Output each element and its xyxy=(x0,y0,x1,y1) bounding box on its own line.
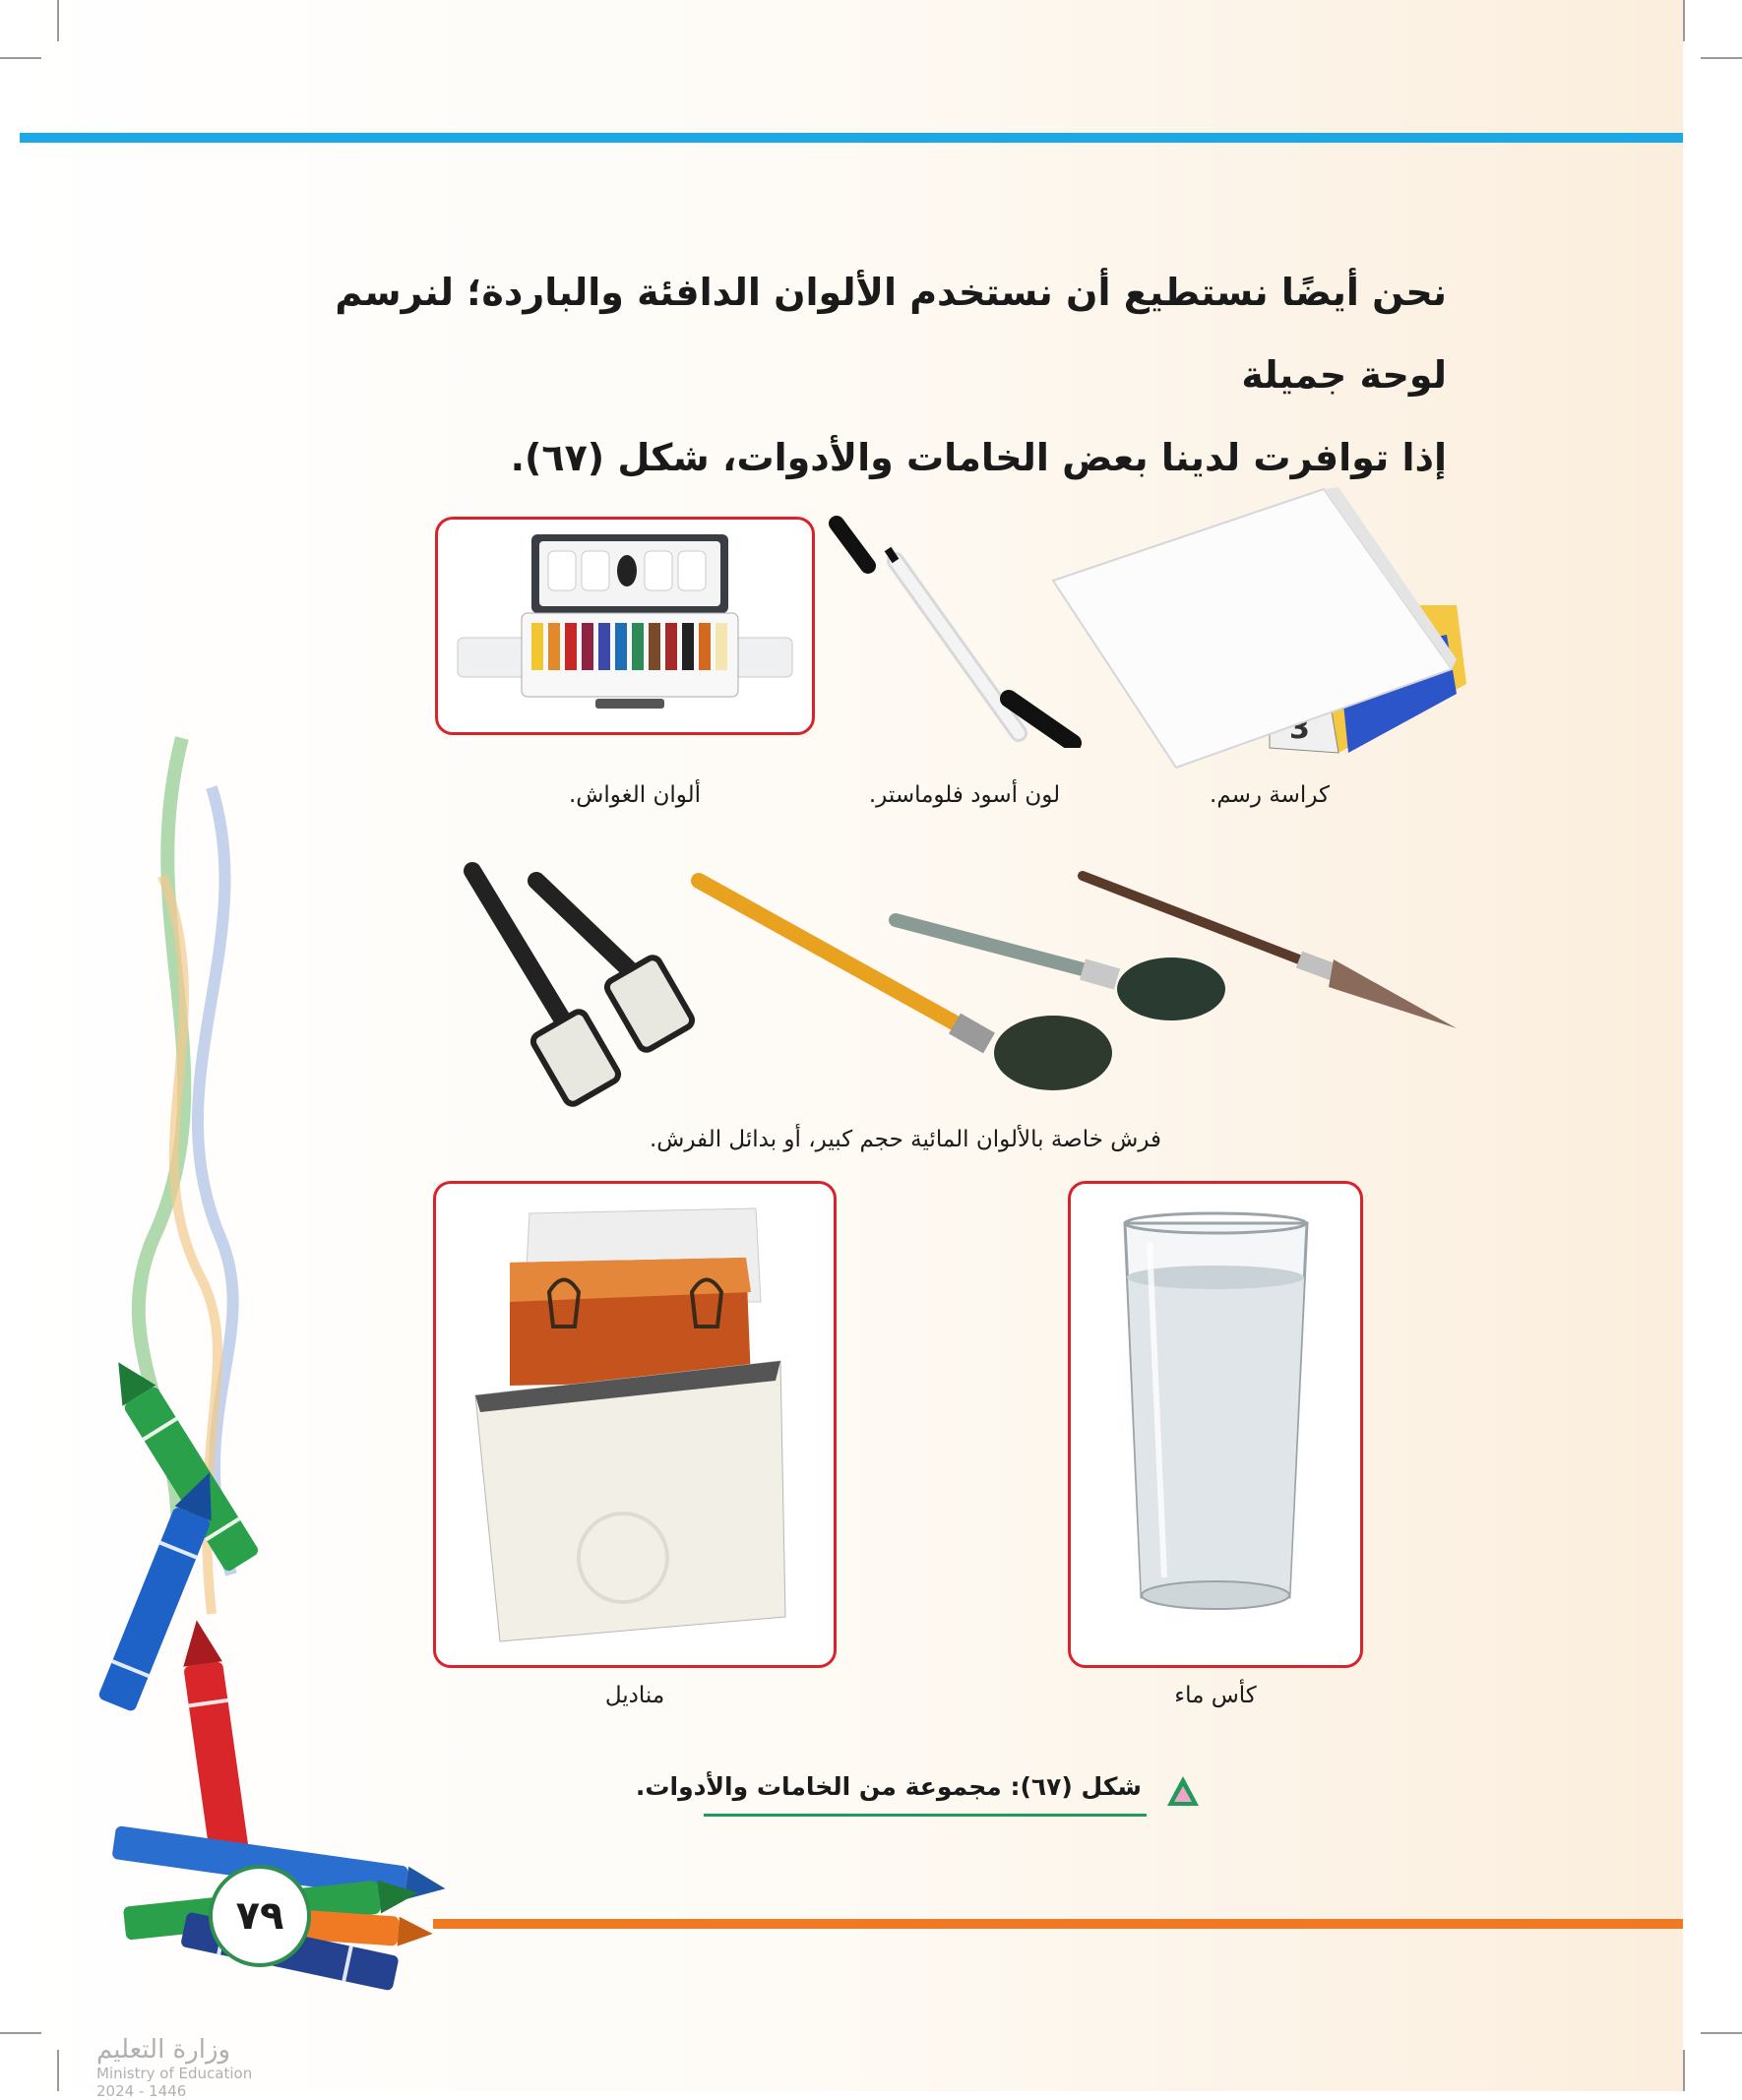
intro-paragraph xyxy=(305,251,1447,499)
page-number: ٧٩ xyxy=(209,1865,311,1967)
svg-text:3: 3 xyxy=(1289,711,1310,746)
crop-mark xyxy=(1683,0,1685,41)
crop-mark xyxy=(57,2050,59,2091)
intro-line-2: إذا توافرت لدينا بعض الخامات والأدوات، شكل (٦٧). xyxy=(510,436,1447,479)
edition-year: 2024 - 1446 xyxy=(96,2082,187,2100)
watercolor-set-frame xyxy=(435,517,815,735)
top-accent-rule xyxy=(20,133,1683,143)
ministry-name-ar: وزارة التعليم xyxy=(96,2035,231,2065)
sketchbook-image xyxy=(1043,487,1476,772)
ministry-name-en: Ministry of Education xyxy=(96,2065,253,2082)
ministry-footer xyxy=(96,2035,264,2100)
tissues-image xyxy=(436,1184,834,1665)
crop-mark xyxy=(1701,2032,1742,2034)
crop-mark xyxy=(1701,57,1742,59)
tissues-label: مناديل xyxy=(604,1683,665,1708)
triangle-marker-icon xyxy=(1165,1774,1201,1808)
crop-mark xyxy=(0,57,41,59)
intro-line-1: نحن أيضًا نستطيع أن نستخدم الألوان الدافئة والباردة؛ لنرسم لوحة جميلة xyxy=(335,271,1447,397)
brushes-and-rollers-image xyxy=(453,841,1466,1112)
watercolors-label: ألوان الغواش. xyxy=(568,782,702,808)
crop-mark xyxy=(1683,2050,1685,2091)
caption-underline xyxy=(704,1814,1147,1817)
marker-label: لون أسود فلوماستر. xyxy=(868,782,1061,808)
bottom-accent-rule xyxy=(433,1919,1683,1929)
figure-caption-text: شكل (٦٧): مجموعة من الخامات والأدوات. xyxy=(635,1772,1142,1801)
sketchbook-label: كراسة رسم. xyxy=(1210,782,1330,808)
brushes-label: فرش خاصة بالألوان المائية حجم كبير، أو بدائل الفرش. xyxy=(649,1127,1161,1152)
water-glass-image xyxy=(1071,1184,1360,1665)
water-glass-label: كأس ماء xyxy=(1174,1683,1257,1708)
crop-mark xyxy=(57,0,59,41)
water-glass-frame xyxy=(1068,1181,1363,1668)
watercolor-set-image xyxy=(438,520,812,732)
crop-mark xyxy=(0,2032,41,2034)
page-margin xyxy=(1683,0,1742,2091)
tissues-frame xyxy=(433,1181,837,1668)
crayons-decoration xyxy=(93,728,458,2007)
figure-caption xyxy=(635,1766,1201,1825)
